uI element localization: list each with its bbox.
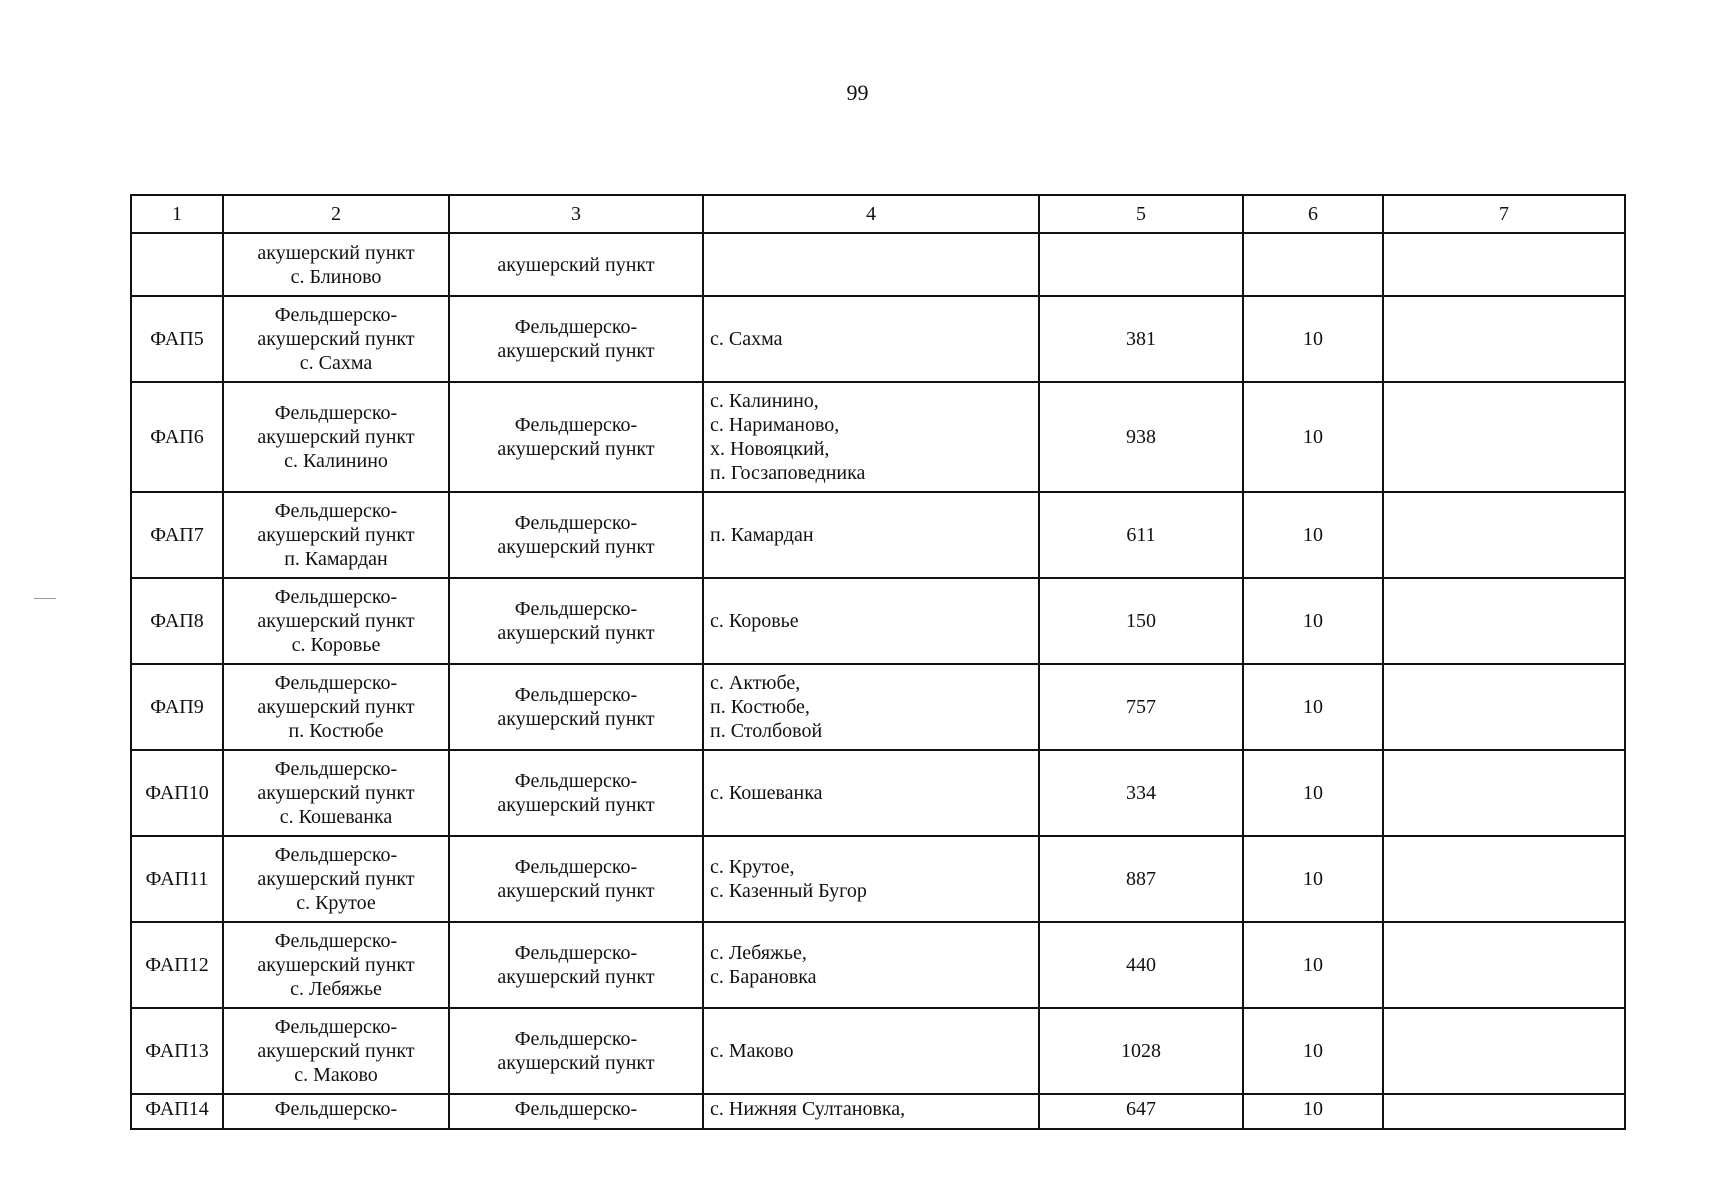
facility-name-cell-line: Фельдшерско-: [274, 930, 398, 952]
settlements-cell: [703, 296, 1039, 382]
settlements-cell-line: с. Нижняя Султановка,: [710, 1098, 906, 1120]
facility-name-cell-line: Фельдшерско-: [274, 672, 398, 694]
facility-type-cell-line: Фельдшерско-: [514, 316, 638, 338]
facility-name-cell-line: акушерский пункт: [257, 610, 415, 632]
facility-name-cell: [223, 296, 449, 382]
column-header-5: 5: [1039, 195, 1243, 233]
facility-name-cell-line: с. Блиново: [290, 265, 382, 288]
facility-type-cell-line: Фельдшерско-: [514, 598, 638, 620]
settlements-cell: [703, 578, 1039, 664]
facility-type-cell: [449, 922, 703, 1008]
settlements-cell: [703, 922, 1039, 1008]
population-cell: 647: [1039, 1094, 1243, 1129]
distance-cell: 10: [1243, 922, 1383, 1008]
facility-name-cell: [223, 492, 449, 578]
table-row: [131, 382, 1625, 492]
facility-name-cell-line: Фельдшерско-: [274, 1098, 398, 1120]
facility-name-cell: [223, 664, 449, 750]
facility-name-cell-line: с. Коровье: [291, 634, 381, 656]
note-cell: [1383, 664, 1625, 750]
note-cell: [1383, 750, 1625, 836]
population-cell: 440: [1039, 922, 1243, 1008]
facility-name-cell-line: Фельдшерско-: [274, 402, 398, 424]
table-row: [131, 233, 1625, 296]
distance-cell: 10: [1243, 382, 1383, 492]
table-header: [131, 195, 1625, 233]
facility-name-cell-line: акушерский пункт: [257, 426, 415, 448]
note-cell: [1383, 492, 1625, 578]
facility-name-cell-line: п. Камардан: [284, 548, 388, 570]
facility-name-cell: [223, 233, 449, 296]
table-row: [131, 750, 1625, 836]
table-row: [131, 922, 1625, 1008]
column-header-4: 4: [703, 195, 1039, 233]
population-cell: 1028: [1039, 1008, 1243, 1094]
distance-cell: 10: [1243, 836, 1383, 922]
header-row: [131, 195, 1625, 233]
note-cell: [1383, 836, 1625, 922]
facility-type-cell: [449, 296, 703, 382]
note-cell: [1383, 1094, 1625, 1129]
facility-type-cell: [449, 750, 703, 836]
scan-mark: [34, 598, 56, 599]
distance-cell: 10: [1243, 664, 1383, 750]
facility-code-cell: ФАП11: [131, 836, 223, 922]
facility-name-cell-line: Фельдшерско-: [274, 586, 398, 608]
table-row: [131, 492, 1625, 578]
facility-name-cell-line: Фельдшерско-: [274, 758, 398, 780]
facility-name-cell-line: с. Калинино: [284, 450, 388, 472]
table-row: [131, 664, 1625, 750]
facility-table: [130, 194, 1626, 1130]
settlements-cell-line: х. Новояцкий,: [710, 438, 830, 460]
facility-type-cell: [449, 492, 703, 578]
facility-name-cell: [223, 578, 449, 664]
distance-cell: 10: [1243, 492, 1383, 578]
facility-name-cell: [223, 922, 449, 1008]
settlements-cell-line: с. Сахма: [710, 328, 783, 350]
facility-type-cell-line: Фельдшерско-: [514, 1098, 638, 1120]
population-cell: 611: [1039, 492, 1243, 578]
settlements-cell-line: с. Маково: [710, 1040, 794, 1062]
facility-name-cell-line: Фельдшерско-: [274, 304, 398, 326]
settlements-cell-line: п. Камардан: [710, 524, 814, 546]
column-header-6: 6: [1243, 195, 1383, 233]
facility-name-cell-line: акушерский пункт: [257, 696, 415, 718]
note-cell: [1383, 233, 1625, 296]
facility-code-cell: ФАП14: [131, 1094, 223, 1129]
settlements-cell-line: с. Актюбе,: [710, 672, 801, 694]
facility-name-cell-line: акушерский пункт: [257, 1040, 415, 1062]
population-cell: 150: [1039, 578, 1243, 664]
facility-type-cell-line: акушерский пункт: [497, 340, 655, 362]
facility-name-cell-line: с. Кошеванка: [279, 806, 393, 828]
distance-cell: 10: [1243, 1094, 1383, 1129]
facility-type-cell-line: акушерский пункт: [497, 794, 655, 816]
settlements-cell-line: с. Калинино,: [710, 390, 819, 412]
facility-code-cell: ФАП8: [131, 578, 223, 664]
population-cell: 381: [1039, 296, 1243, 382]
population-cell: 757: [1039, 664, 1243, 750]
settlements-cell: [703, 836, 1039, 922]
facility-code-cell: ФАП10: [131, 750, 223, 836]
facility-type-cell-line: акушерский пункт: [497, 966, 655, 988]
facility-type-cell-line: акушерский пункт: [497, 438, 655, 460]
settlements-cell: [703, 1008, 1039, 1094]
facility-type-cell-line: Фельдшерско-: [514, 684, 638, 706]
settlements-cell-line: с. Лебяжье,: [710, 942, 807, 964]
column-header-3: 3: [449, 195, 703, 233]
facility-type-cell: [449, 664, 703, 750]
facility-type-cell-line: Фельдшерско-: [514, 770, 638, 792]
distance-cell: 10: [1243, 750, 1383, 836]
facility-name-cell-line: акушерский пункт: [257, 328, 415, 350]
table-row: [131, 296, 1625, 382]
settlements-cell-line: с. Коровье: [710, 610, 799, 632]
facility-name-cell-line: п. Костюбе: [288, 720, 384, 742]
facility-type-cell-line: акушерский пункт: [497, 708, 655, 730]
population-cell: 887: [1039, 836, 1243, 922]
facility-type-cell-line: акушерский пункт: [497, 253, 655, 276]
facility-code-cell: [131, 233, 223, 296]
facility-name-cell-line: акушерский пункт: [257, 524, 415, 546]
facility-name-cell-line: акушерский пункт: [257, 241, 415, 264]
facility-name-cell-line: Фельдшерско-: [274, 1016, 398, 1038]
note-cell: [1383, 578, 1625, 664]
facility-code-cell: ФАП5: [131, 296, 223, 382]
facility-type-cell: [449, 1008, 703, 1094]
facility-type-cell: [449, 233, 703, 296]
table-body: [131, 233, 1625, 1129]
settlements-cell-line: с. Казенный Бугор: [710, 880, 867, 902]
note-cell: [1383, 296, 1625, 382]
note-cell: [1383, 1008, 1625, 1094]
settlements-cell-line: п. Госзаповедника: [710, 462, 866, 484]
column-header-2: 2: [223, 195, 449, 233]
distance-cell: 10: [1243, 296, 1383, 382]
settlements-cell: [703, 664, 1039, 750]
table-row: [131, 578, 1625, 664]
facility-code-cell: ФАП13: [131, 1008, 223, 1094]
facility-type-cell-line: акушерский пункт: [497, 1052, 655, 1074]
facility-name-cell-line: Фельдшерско-: [274, 844, 398, 866]
settlements-cell-line: с. Крутое,: [710, 856, 795, 878]
facility-type-cell-line: Фельдшерско-: [514, 414, 638, 436]
facility-name-cell-line: с. Маково: [294, 1064, 378, 1086]
facility-name-cell: [223, 836, 449, 922]
facility-name-cell-line: акушерский пункт: [257, 782, 415, 804]
facility-code-cell: ФАП6: [131, 382, 223, 492]
facility-code-cell: ФАП7: [131, 492, 223, 578]
column-header-1: 1: [131, 195, 223, 233]
column-header-7: 7: [1383, 195, 1625, 233]
facility-code-cell: ФАП12: [131, 922, 223, 1008]
facility-name-cell-line: с. Сахма: [299, 352, 373, 374]
settlements-cell-line: п. Столбовой: [710, 720, 823, 742]
facility-name-cell-line: акушерский пункт: [257, 868, 415, 890]
facility-name-cell-line: с. Лебяжье: [290, 978, 382, 1000]
settlements-cell-line: п. Костюбе,: [710, 696, 810, 718]
facility-name-cell: [223, 382, 449, 492]
settlements-cell-line: с. Барановка: [710, 966, 817, 988]
facility-type-cell-line: Фельдшерско-: [514, 856, 638, 878]
table-row: [131, 1008, 1625, 1094]
settlements-cell: [703, 492, 1039, 578]
facility-name-cell: [223, 1094, 449, 1129]
settlements-cell: [703, 1094, 1039, 1129]
facility-type-cell-line: Фельдшерско-: [514, 942, 638, 964]
facility-code-cell: ФАП9: [131, 664, 223, 750]
table-row: [131, 836, 1625, 922]
facility-name-cell: [223, 1008, 449, 1094]
facility-name-cell-line: Фельдшерско-: [274, 500, 398, 522]
page-number: 99: [846, 80, 869, 105]
facility-name-cell: [223, 750, 449, 836]
facility-type-cell: [449, 1094, 703, 1129]
facility-type-cell: [449, 578, 703, 664]
facility-type-cell: [449, 382, 703, 492]
population-cell: [1039, 233, 1243, 296]
facility-type-cell-line: акушерский пункт: [497, 880, 655, 902]
facility-type-cell-line: акушерский пункт: [497, 536, 655, 558]
settlements-cell: [703, 382, 1039, 492]
population-cell: 938: [1039, 382, 1243, 492]
settlements-cell: [703, 233, 1039, 296]
settlements-cell-line: с. Нариманово,: [710, 414, 840, 436]
note-cell: [1383, 382, 1625, 492]
settlements-cell: [703, 750, 1039, 836]
note-cell: [1383, 922, 1625, 1008]
facility-type-cell: [449, 836, 703, 922]
facility-type-cell-line: акушерский пункт: [497, 622, 655, 644]
settlements-cell-line: с. Кошеванка: [710, 782, 823, 804]
distance-cell: 10: [1243, 578, 1383, 664]
distance-cell: [1243, 233, 1383, 296]
facility-name-cell-line: акушерский пункт: [257, 954, 415, 976]
facility-type-cell-line: Фельдшерско-: [514, 1028, 638, 1050]
distance-cell: 10: [1243, 1008, 1383, 1094]
facility-name-cell-line: с. Крутое: [296, 892, 376, 914]
facility-type-cell-line: Фельдшерско-: [514, 512, 638, 534]
table-row: [131, 1094, 1625, 1129]
population-cell: 334: [1039, 750, 1243, 836]
